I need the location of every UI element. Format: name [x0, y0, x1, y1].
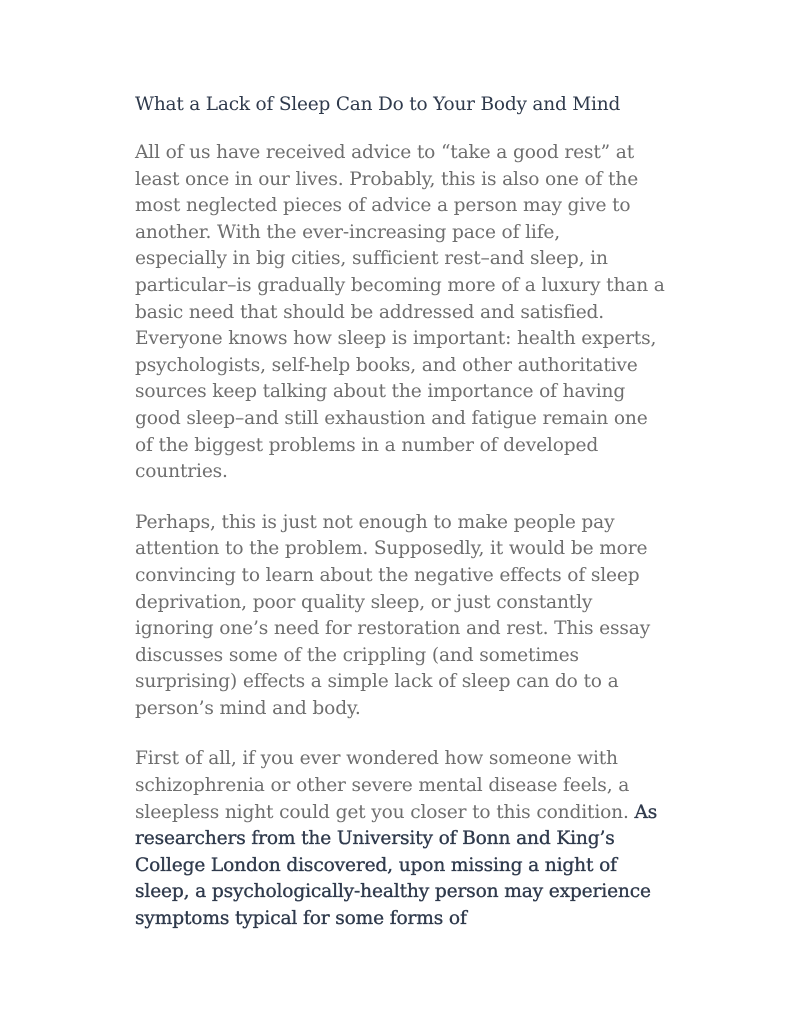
text-line: surprising) effects a simple lack of sleep can do to a — [135, 671, 619, 693]
text-line: of the biggest problems in a number of developed — [135, 434, 599, 456]
paragraph-3 — [135, 746, 705, 932]
text-line: especially in big cities, sufficient rest–and sleep, in — [135, 248, 608, 270]
text-line: most neglected pieces of advice a person may give to — [135, 195, 631, 217]
text-line: attention to the problem. Supposedly, it would be more — [135, 538, 648, 560]
text-line-highlighted: College London discovered, upon missing a night of — [135, 854, 617, 876]
text-line: Everyone knows how sleep is important: health experts, — [135, 328, 657, 350]
text-line: basic need that should be addressed and satisfied. — [135, 301, 605, 323]
text-line: discusses some of the crippling (and sometimes — [135, 644, 579, 666]
text-line-highlighted: researchers from the University of Bonn and King’s — [135, 828, 615, 850]
text-line: ignoring one’s need for restoration and rest. This essay — [135, 618, 651, 640]
text-line-highlighted: symptoms typical for some forms of — [135, 908, 467, 930]
text-line: another. With the ever-increasing pace of life, — [135, 221, 561, 243]
text-line: deprivation, poor quality sleep, or just constantly — [135, 591, 593, 613]
text-line-mixed — [135, 800, 705, 827]
text-line: particular–is gradually becoming more of a luxury than a — [135, 274, 665, 296]
paragraph-2 — [135, 510, 705, 723]
text-line: psychologists, self-help books, and other authoritative — [135, 354, 638, 376]
text-line: convincing to learn about the negative effects of sleep — [135, 564, 640, 586]
text-line: person’s mind and body. — [135, 697, 361, 719]
text-line-highlighted: sleep, a psychologically-healthy person may experience — [135, 881, 651, 903]
text-highlighted: As — [634, 801, 658, 823]
text-line: countries. — [135, 461, 228, 483]
document-page — [135, 92, 705, 957]
text-normal: sleepless night could get you closer to this condition. — [135, 801, 635, 823]
text-line: schizophrenia or other severe mental disease feels, a — [135, 775, 630, 797]
text-line: Perhaps, this is just not enough to make people pay — [135, 511, 615, 533]
text-line: least once in our lives. Probably, this is also one of the — [135, 168, 639, 190]
text-line: First of all, if you ever wondered how someone with — [135, 748, 618, 770]
text-line: good sleep–and still exhaustion and fatigue remain one — [135, 407, 648, 429]
text-line: All of us have received advice to “take a good rest” at — [135, 142, 635, 163]
text-line: sources keep talking about the importance of having — [135, 381, 626, 403]
document-title: What a Lack of Sleep Can Do to Your Body and Mind — [135, 94, 621, 115]
paragraph-1 — [135, 140, 705, 486]
